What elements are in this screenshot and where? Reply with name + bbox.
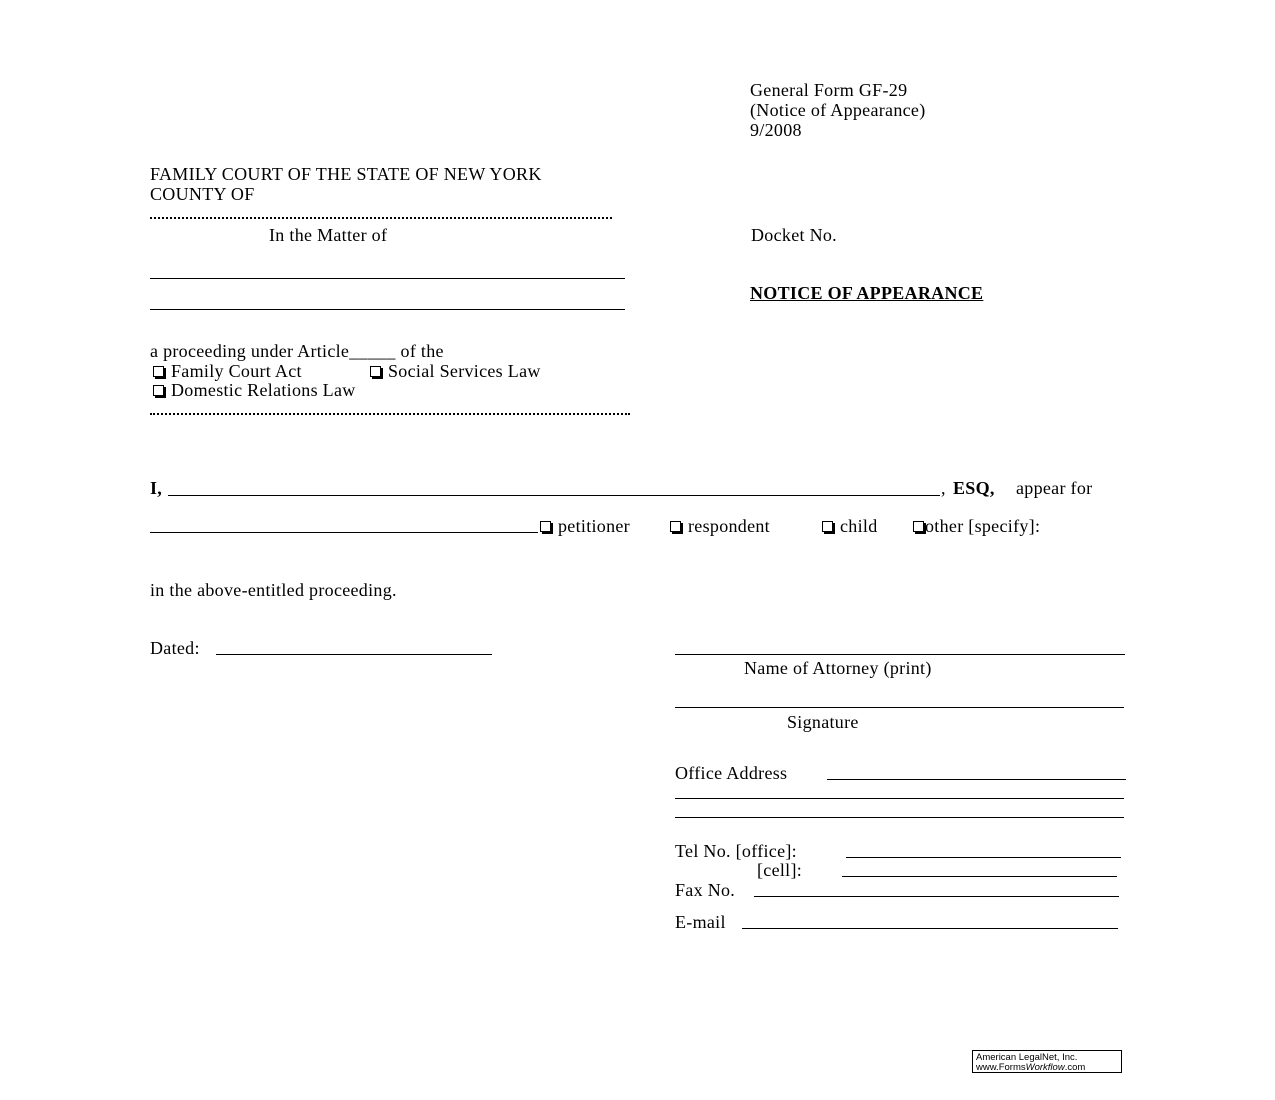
fax-field[interactable] xyxy=(754,896,1119,897)
law-option-social-services-law[interactable]: Social Services Law xyxy=(370,361,541,381)
role-option-respondent[interactable]: respondent xyxy=(670,516,770,536)
proceeding-text: a proceeding under Article_____ of the xyxy=(150,341,444,361)
signature-label: Signature xyxy=(787,712,859,732)
form-date: 9/2008 xyxy=(750,120,802,140)
checkbox-icon[interactable] xyxy=(153,366,164,377)
esq-comma: , xyxy=(941,478,946,498)
appear-for-label: appear for xyxy=(1016,478,1093,498)
tel-cell-label: [cell]: xyxy=(757,860,803,880)
attorney-name-label: Name of Attorney (print) xyxy=(744,658,932,678)
dated-field[interactable] xyxy=(216,654,492,655)
tel-office-field[interactable] xyxy=(846,857,1121,858)
attorney-name-field[interactable] xyxy=(168,495,940,496)
checkbox-icon[interactable] xyxy=(822,521,833,532)
law-option-domestic-relations-law[interactable]: Domestic Relations Law xyxy=(153,380,356,400)
email-field[interactable] xyxy=(742,928,1118,929)
checkbox-icon[interactable] xyxy=(670,521,681,532)
caption-dotted-top xyxy=(150,217,612,219)
checkbox-icon[interactable] xyxy=(913,521,924,532)
docket-label: Docket No. xyxy=(751,225,837,245)
fax-label: Fax No. xyxy=(675,880,736,900)
in-the-matter-label: In the Matter of xyxy=(269,225,388,245)
checkbox-icon[interactable] xyxy=(540,521,551,532)
role-option-other[interactable]: other [specify]: xyxy=(913,516,1040,536)
role-option-petitioner[interactable]: petitioner xyxy=(540,516,630,536)
attorney-print-name-field[interactable] xyxy=(675,654,1125,655)
checkbox-icon[interactable] xyxy=(370,366,381,377)
esq-label: ESQ, xyxy=(953,478,995,498)
role-option-child[interactable]: child xyxy=(822,516,878,536)
form-id: General Form GF-29 xyxy=(750,80,908,100)
party-name-field-2[interactable] xyxy=(150,309,625,310)
dated-label: Dated: xyxy=(150,638,200,658)
office-address-field-1[interactable] xyxy=(827,779,1126,780)
office-address-label: Office Address xyxy=(675,763,788,783)
tel-cell-field[interactable] xyxy=(842,876,1117,877)
caption-dotted-bottom xyxy=(150,413,630,415)
office-address-field-3[interactable] xyxy=(675,817,1124,818)
publisher-url: www.FormsWorkflow.com xyxy=(976,1062,1086,1073)
i-prefix: I, xyxy=(150,478,163,498)
closing-text: in the above-entitled proceeding. xyxy=(150,580,397,600)
notice-title: NOTICE OF APPEARANCE xyxy=(750,283,984,303)
form-subtitle: (Notice of Appearance) xyxy=(750,100,926,120)
signature-field[interactable] xyxy=(675,707,1124,708)
law-option-family-court-act[interactable]: Family Court Act xyxy=(153,361,302,381)
tel-office-label: Tel No. [office]: xyxy=(675,841,797,861)
publisher-name: American LegalNet, Inc. xyxy=(976,1052,1078,1063)
court-name: FAMILY COURT OF THE STATE OF NEW YORK xyxy=(150,164,542,184)
publisher-footer xyxy=(972,1050,1122,1073)
checkbox-icon[interactable] xyxy=(153,385,164,396)
county-label: COUNTY OF xyxy=(150,184,255,204)
email-label: E-mail xyxy=(675,912,726,932)
party-name-field-1[interactable] xyxy=(150,278,625,279)
office-address-field-2[interactable] xyxy=(675,798,1124,799)
represented-party-field[interactable] xyxy=(150,532,538,533)
